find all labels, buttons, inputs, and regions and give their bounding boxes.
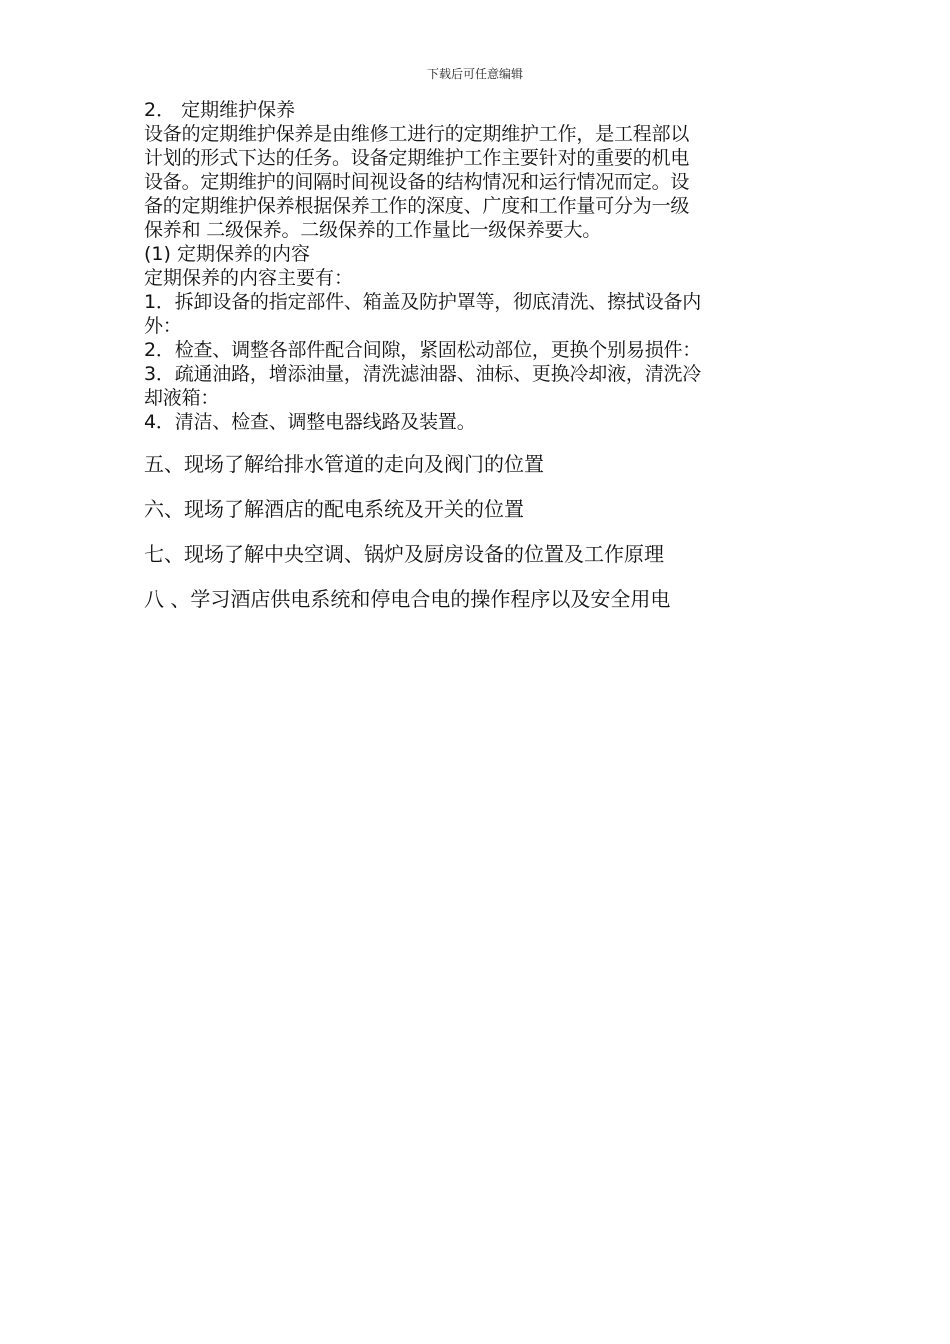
section-heading: 2． 定期维护保养	[144, 99, 296, 121]
paragraph-line: 设备的定期维护保养是由维修工进行的定期维护工作，是工程部以	[144, 123, 690, 145]
list-item-line: 1．拆卸设备的指定部件、箱盖及防护罩等，彻底清洗、擦拭设备内	[144, 291, 702, 313]
list-item-line: 3．疏通油路，增添油量，清洗滤油器、油标、更换冷却液，清洗冷	[144, 363, 702, 385]
paragraph-line: 设备。定期维护的间隔时间视设备的结构情况和运行情况而定。设	[144, 171, 690, 193]
body-text-block	[144, 98, 812, 434]
section-title: 五、现场了解给排水管道的走向及阀门的位置	[144, 452, 544, 476]
list-item-line: 却液箱：	[144, 387, 220, 409]
list-item-line: 2．检查、调整各部件配合间隙，紧固松动部位，更换个别易损件：	[144, 339, 702, 361]
subheading: (1) 定期保养的内容	[144, 243, 310, 265]
list-item-line: 外：	[144, 315, 182, 337]
section-title: 八 、学习酒店供电系统和停电合电的操作程序以及安全用电	[144, 587, 671, 611]
paragraph-line: 备的定期维护保养根据保养工作的深度、广度和工作量可分为一级	[144, 195, 690, 217]
list-item-line: 4．清洁、检查、调整电器线路及装置。	[144, 411, 476, 433]
paragraph-line: 保养和 二级保养。二级保养的工作量比一级保养要大。	[144, 219, 602, 241]
paragraph-line: 计划的形式下达的任务。设备定期维护工作主要针对的重要的机电	[144, 147, 690, 169]
section-title: 六、现场了解酒店的配电系统及开关的位置	[144, 497, 524, 521]
section-title: 七、现场了解中央空调、锅炉及厨房设备的位置及工作原理	[144, 542, 664, 566]
list-intro: 定期保养的内容主要有：	[144, 267, 354, 289]
header-note: 下载后可任意编辑	[426, 67, 523, 81]
